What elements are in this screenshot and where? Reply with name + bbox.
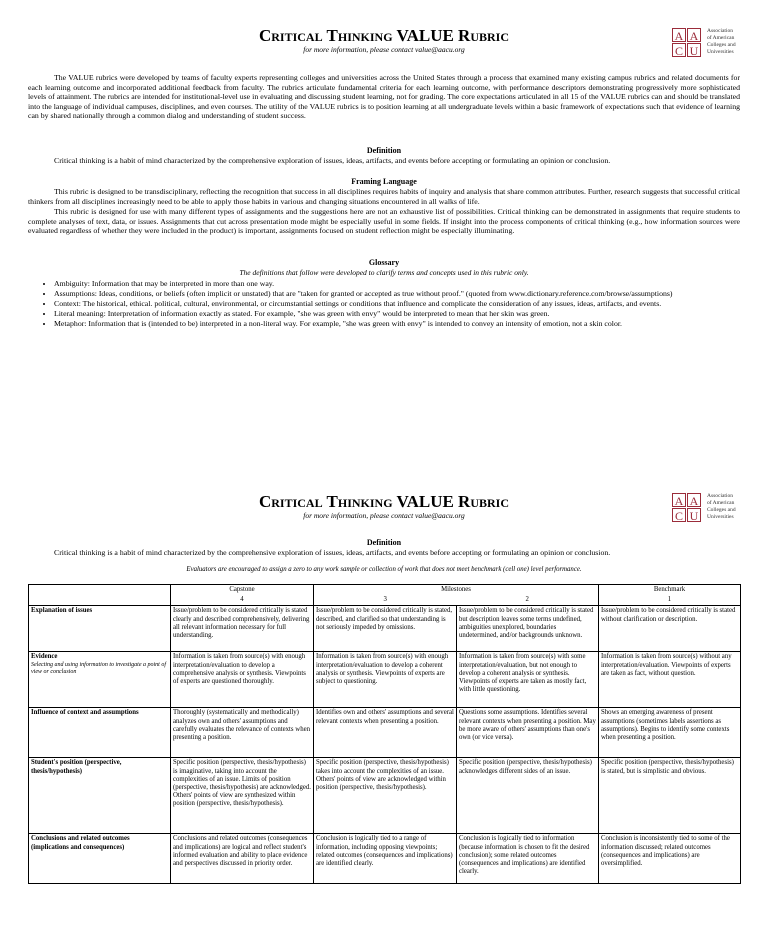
glossary-heading: Glossary	[368, 258, 400, 267]
rubric-table	[28, 584, 741, 884]
logo-letter: C	[672, 43, 686, 57]
rubric-cell: Issue/problem to be considered critically is stated but description leaves some terms undefined, ambiguities unexplored, boundaries undetermined, and/or backgrounds unknown.	[457, 606, 599, 652]
table-row	[29, 708, 741, 758]
table-row	[29, 652, 741, 708]
evaluator-note: Evaluators are encouraged to assign a zero to any work sample or collection of work that does not meet benchmark (cell one) level performance.	[186, 566, 582, 573]
aacu-logo	[672, 28, 736, 58]
glossary-item: • Literal meaning: Interpretation of information exactly as stated. For example, "she was green with envy" would be interpreted to mean that her skin was green.	[54, 309, 730, 319]
criterion-cell	[29, 758, 171, 834]
logo-text: Association of American Colleges and Universities	[707, 493, 736, 520]
rubric-cell: Conclusion is logically tied to information (because information is chosen to fit the desired conclusion); some related outcomes (consequences and implications) are identified clearly.	[457, 834, 599, 884]
level-blank	[29, 595, 171, 606]
glossary-item: • Metaphor: Information that is (intended to be) interpreted in a non-literal way. For example, "she was green with envy" is intended to convey an intensity of emotion, not a skin color.	[54, 319, 730, 329]
rubric-cell: Conclusion is logically tied to a range of information, including opposing viewpoints; related outcomes (consequences and implications) are identified clearly.	[314, 834, 457, 884]
page2-definition-heading: Definition	[366, 538, 402, 547]
rubric-cell: Issue/problem to be considered critically is stated clearly and described comprehensively, delivering all relevant information necessary for full understanding.	[171, 606, 314, 652]
glossary-item: • Assumptions: Ideas, conditions, or beliefs (often implicit or unstated) that are "taken for granted or accepted as true without proof." (quoted from www.dictionary.reference.com/browse/assumptions)	[54, 289, 730, 299]
logo-letter: U	[687, 508, 701, 522]
rubric-cell: Issue/problem to be considered critically is stated, described, and clarified so that understanding is not seriously impeded by omissions.	[314, 606, 457, 652]
glossary-item: • Context: The historical, ethical. political, cultural, environmental, or circumstantial settings or conditions that influence and complicate the consideration of any issues, ideas, artifacts, and events.	[54, 299, 730, 309]
rubric-cell: Questions some assumptions. Identifies several relevant contexts when presenting a position. May be more aware of others' assumptions than one's own (or vice versa).	[457, 708, 599, 758]
criterion-label: Conclusions and related outcomes (implications and consequences)	[31, 835, 130, 851]
logo-letter: U	[687, 43, 701, 57]
rubric-cell: Information is taken from source(s) with enough interpretation/evaluation to develop a comprehensive analysis or synthesis. Viewpoints of experts are questioned thoroughly.	[171, 652, 314, 708]
criterion-sublabel: Selecting and using information to investigate a point of view or conclusion	[31, 661, 166, 675]
glossary-note: The definitions that follow were developed to clarify terms and concepts used in this rubric only.	[239, 268, 529, 277]
page2-contact: for more information, please contact value@aacu.org	[303, 511, 465, 520]
rubric-cell: Shows an emerging awareness of present assumptions (sometimes labels assertions as assumptions). Begins to identify some contexts when presenting a position.	[599, 708, 741, 758]
rubric-cell: Thoroughly (systematically and methodically) analyzes own and others' assumptions and carefully evaluates the relevance of contexts when presenting a position.	[171, 708, 314, 758]
criterion-label: Explanation of issues	[31, 607, 93, 615]
rubric-cell: Specific position (perspective, thesis/hypothesis) takes into account the complexities of an issue. Others' points of view are acknowledged within position (perspective, thesis/hypothesis).	[314, 758, 457, 834]
criterion-cell	[29, 652, 171, 708]
header-capstone: Capstone	[171, 585, 314, 596]
criterion-cell	[29, 606, 171, 652]
rubric-cell: Specific position (perspective, thesis/hypothesis) is imaginative, taking into account the complexities of an issue. Limits of position (perspective, thesis/hypothesis) are acknowledged. Others' points of view are synthesized within position (perspective, thesis/hypothesis).	[171, 758, 314, 834]
level-2: 2	[457, 595, 599, 606]
rubric-cell: Information is taken from source(s) with enough interpretation/evaluation to develop a coherent analysis or synthesis. Viewpoints of experts are subject to questioning.	[314, 652, 457, 708]
page2-title: Critical Thinking VALUE Rubric	[258, 492, 510, 511]
header-benchmark: Benchmark	[599, 585, 741, 596]
definition-heading: Definition	[366, 146, 402, 155]
logo-letter: C	[672, 508, 686, 522]
page2-definition-text: Critical thinking is a habit of mind characterized by the comprehensive exploration of issues, ideas, artifacts, and events before accepting or formulating an opinion or conclusion.	[54, 548, 611, 557]
rubric-cell: Specific position (perspective, thesis/hypothesis) is stated, but is simplistic and obvious.	[599, 758, 741, 834]
criterion-cell	[29, 708, 171, 758]
table-row	[29, 758, 741, 834]
header-milestones: Milestones	[314, 585, 599, 596]
criterion-label: Evidence	[31, 653, 58, 661]
level-row	[29, 595, 741, 606]
rubric-cell: Information is taken from source(s) without any interpretation/evaluation. Viewpoints of experts are taken as fact, without question.	[599, 652, 741, 708]
rubric-cell: Conclusion is inconsistently tied to some of the information discussed; related outcomes (consequences and implications) are oversimplified.	[599, 834, 741, 884]
logo-letter: A	[687, 28, 701, 42]
page1-title: Critical Thinking VALUE Rubric	[258, 26, 510, 45]
rubric-cell: Issue/problem to be considered critically is stated without clarification or description.	[599, 606, 741, 652]
logo-letter: A	[672, 28, 686, 42]
table-row	[29, 606, 741, 652]
criterion-cell	[29, 834, 171, 884]
level-4: 4	[171, 595, 314, 606]
definition-text: Critical thinking is a habit of mind characterized by the comprehensive exploration of issues, ideas, artifacts, and events before accepting or formulating an opinion or conclusion.	[54, 156, 611, 165]
framing-paragraph-1: This rubric is designed to be transdisciplinary, reflecting the recognition that success in all disciplines requires habits of inquiry and analysis that share common attributes. Further, research suggests that successful critical thinkers from all disciplines increasingly need to be able to apply those habits in various and changing situations encountered in all walks of life.	[28, 187, 740, 206]
header-blank	[29, 585, 171, 596]
framing-heading: Framing Language	[351, 177, 417, 186]
aacu-logo	[672, 493, 736, 523]
level-1: 1	[599, 595, 741, 606]
glossary-list	[40, 279, 730, 329]
framing-paragraph-2: This rubric is designed for use with many different types of assignments and the suggestions here are not an exhaustive list of possibilities. Critical thinking can be demonstrated in assignments that require students to complete analyses of text, data, or issues. Assignments that cut across presentation mode might be especially useful in some fields. If insight into the process components of critical thinking (e.g., how information sources were evaluated regardless of whether they were included in the product) is important, assignments focused on student reflection might be especially illuminating.	[28, 207, 740, 236]
logo-letter: A	[672, 493, 686, 507]
intro-paragraph: The VALUE rubrics were developed by teams of faculty experts representing colleges and universities across the United States through a process that examined many existing campus rubrics and related documents for each learning outcome and incorporated additional feedback from faculty. The rubrics articulate fundamental criteria for each learning outcome, with performance descriptors demonstrating progressively more sophisticated levels of attainment. The rubrics are intended for institutional-level use in evaluating and discussing student learning, not for grading. The core expectations articulated in all 15 of the VALUE rubrics can and should be translated into the language of individual campuses, disciplines, and even courses. The utility of the VALUE rubrics is to position learning at all undergraduate levels within a basic framework of expectations such that evidence of learning can by shared nationally through a common dialog and understanding of student success.	[28, 73, 740, 121]
rubric-cell: Specific position (perspective, thesis/hypothesis) acknowledges different sides of an issue.	[457, 758, 599, 834]
page1-contact: for more information, please contact value@aacu.org	[303, 45, 465, 54]
rubric-cell: Conclusions and related outcomes (consequences and implications) are logical and reflect student's informed evaluation and ability to place evidence and perspectives discussed in priority order.	[171, 834, 314, 884]
rubric-table-wrapper	[28, 584, 740, 884]
rubric-cell: Information is taken from source(s) with some interpretation/evaluation, but not enough to develop a coherent analysis or synthesis. Viewpoints of experts are taken as mostly fact, with little questioning.	[457, 652, 599, 708]
rubric-cell: Identifies own and others' assumptions and several relevant contexts when presenting a position.	[314, 708, 457, 758]
table-row	[29, 834, 741, 884]
header-row	[29, 585, 741, 596]
glossary-item: • Ambiguity: Information that may be interpreted in more than one way.	[54, 279, 730, 289]
criterion-label: Influence of context and assumptions	[31, 709, 139, 717]
logo-letter: A	[687, 493, 701, 507]
criterion-label: Student's position (perspective, thesis/hypothesis)	[31, 759, 122, 775]
logo-text: Association of American Colleges and Universities	[707, 28, 736, 55]
level-3: 3	[314, 595, 457, 606]
